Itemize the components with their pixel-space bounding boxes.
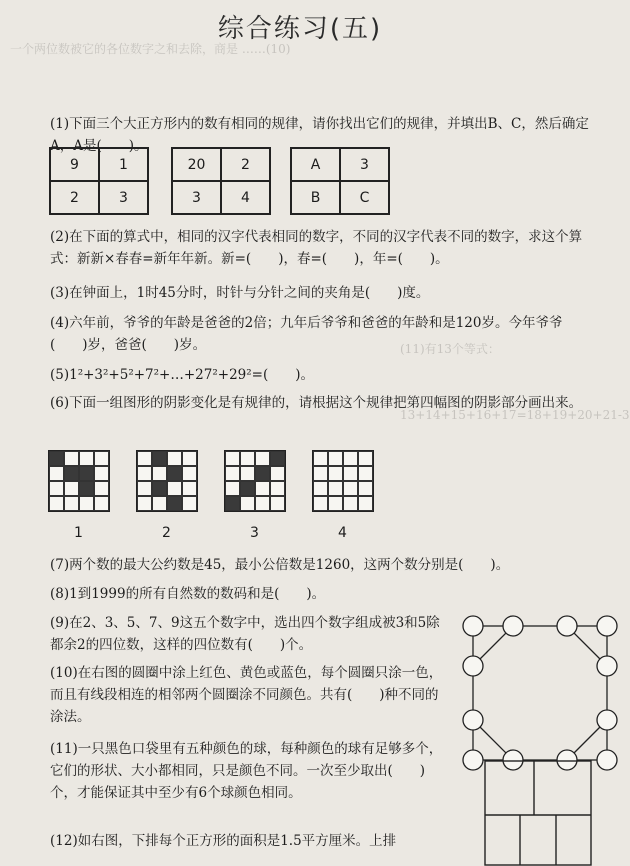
blank-cell [137,451,152,466]
figure-label-4: 4 [338,525,347,541]
shaded-cell [79,466,94,481]
blank-cell [49,481,64,496]
square-cell: 2 [221,148,270,181]
blank-cell [79,496,94,511]
blank-cell[interactable] [328,481,343,496]
blank-cell [94,451,109,466]
number-square-3 [290,147,390,215]
problem-7-text: (7)两个数的最大公约数是45，最小公倍数是1260，这两个数分别是( )。 [50,557,510,573]
square-cell: B [291,181,340,214]
figure-label-2: 2 [162,525,171,541]
shaded-cell [49,451,64,466]
graph-circle[interactable] [463,616,483,636]
blank-cell [94,481,109,496]
blank-cell [225,466,240,481]
shading-figure-4[interactable] [312,450,374,512]
blank-cell [94,466,109,481]
blank-cell [182,481,197,496]
blank-cell[interactable] [358,451,373,466]
bleed-through-text: (11)有13个等式： [400,342,500,356]
blank-cell[interactable] [328,496,343,511]
square-cell: 1 [99,148,148,181]
blank-cell [240,451,255,466]
bleed-through-text: 13+14+15+16+17=18+19+20+21-3 [400,408,630,422]
square-cell: C [340,181,389,214]
problem-3-text: (3)在钟面上，1时45分时，时针与分针之间的夹角是( )度。 [50,285,430,301]
figure-label-1: 1 [74,525,83,541]
blank-cell [255,481,270,496]
bleed-through-text: 一个两位数被它的各位数字之和去除，商是 ……(10) [10,42,291,56]
shaded-cell [167,496,182,511]
blank-cell[interactable] [343,481,358,496]
blank-cell [182,466,197,481]
square-cell: 4 [221,181,270,214]
blank-cell [49,496,64,511]
shaded-cell [152,481,167,496]
blank-cell [64,481,79,496]
graph-circle[interactable] [557,616,577,636]
blank-cell[interactable] [343,451,358,466]
blank-cell [167,451,182,466]
problem-8-text: (8)1到1999的所有自然数的数码和是( )。 [50,586,326,602]
blank-cell [49,466,64,481]
blank-cell[interactable] [343,496,358,511]
blank-cell[interactable] [313,496,328,511]
problem-12-text: (12)如右图，下排每个正方形的面积是1.5平方厘米。上排 [50,833,397,849]
shaded-cell [270,451,285,466]
blank-cell[interactable] [358,496,373,511]
square-cell: 3 [99,181,148,214]
problem-9-text: (9)在2、3、5、7、9这五个数字中，选出四个数字组成被3和5除都余2的四位数，这样的四位数有( )个。 [50,615,440,653]
blank-cell [270,466,285,481]
blank-cell [152,466,167,481]
graph-circle[interactable] [463,710,483,730]
blank-cell[interactable] [358,466,373,481]
blank-cell [255,496,270,511]
blank-cell [152,496,167,511]
blank-cell[interactable] [313,466,328,481]
shaded-cell [255,466,270,481]
shaded-cell [240,481,255,496]
figure-label-3: 3 [250,525,259,541]
blank-cell [225,481,240,496]
problem-5-text: (5)1²+3²+5²+7²+…+27²+29²=( )。 [50,367,315,383]
number-square-2 [171,147,271,215]
square-cell: 9 [50,148,99,181]
blank-cell [270,496,285,511]
problem-11-text: (11)一只黑色口袋里有五种颜色的球，每种颜色的球有足够多个，它们的形状、大小都相同，只是颜色不同。一次至少取出( )个，才能保证其中至少有6个球颜色相同。 [50,741,443,801]
number-square-1 [49,147,149,215]
shaded-cell [79,481,94,496]
square-cell: 20 [172,148,221,181]
square-cell: 3 [340,148,389,181]
blank-cell [137,481,152,496]
shading-figure-3 [224,450,286,512]
blank-cell [182,451,197,466]
blank-cell [270,481,285,496]
square-cell: 3 [172,181,221,214]
blank-cell [64,496,79,511]
page-title: 综合练习(五) [217,14,383,44]
blank-cell [137,466,152,481]
graph-circle[interactable] [463,750,483,770]
shading-figure-1 [48,450,110,512]
blank-cell [167,481,182,496]
shaded-cell [152,451,167,466]
graph-circle[interactable] [597,750,617,770]
blank-cell [240,466,255,481]
square-cell: A [291,148,340,181]
circle-graph-figure [455,608,625,778]
blank-cell [137,496,152,511]
blank-cell [255,451,270,466]
problem-1-text: (1)下面三个大正方形内的数有相同的规律，请你找出它们的规律，并填出B、C，然后确定A，A是( )。 [50,116,589,154]
blank-cell [79,451,94,466]
problem-10-text: (10)在右图的圆圈中涂上红色、黄色或蓝色，每个圆圈只涂一色，而且有线段相连的相邻两个圆圈涂不同颜色。共有( )种不同的涂法。 [50,665,443,725]
blank-cell [94,496,109,511]
shaded-cell [225,496,240,511]
blank-cell [240,496,255,511]
graph-circle[interactable] [463,656,483,676]
problem-4-text: (4)六年前，爷爷的年龄是爸爸的2倍；九年后爷爷和爸爸的年龄和是120岁。今年爷爷( )岁，爸爸( )岁。 [50,315,563,353]
shading-figure-2 [136,450,198,512]
problem-6-text: (6)下面一组图形的阴影变化是有规律的，请根据这个规律把第四幅图的阴影部分画出来。 [50,395,583,411]
shaded-cell [64,466,79,481]
graph-circles [463,616,617,770]
figure-outline [485,761,591,865]
blank-cell [64,451,79,466]
blank-cell[interactable] [343,466,358,481]
shaded-cell [167,466,182,481]
graph-edges [473,626,607,760]
blank-cell[interactable] [328,466,343,481]
blank-cell[interactable] [313,481,328,496]
blank-cell [182,496,197,511]
blank-cell[interactable] [358,481,373,496]
graph-circle[interactable] [503,616,523,636]
squares-figure [484,760,592,866]
graph-circle[interactable] [597,656,617,676]
square-cell: 2 [50,181,99,214]
graph-circle[interactable] [597,710,617,730]
blank-cell[interactable] [328,451,343,466]
blank-cell[interactable] [313,451,328,466]
problem-2-text: (2)在下面的算式中，相同的汉字代表相同的数字，不同的汉字代表不同的数字，求这个算式：新新×春春=新年年新。新=( )，春=( )，年=( )。 [50,229,583,267]
blank-cell [225,451,240,466]
graph-circle[interactable] [597,616,617,636]
